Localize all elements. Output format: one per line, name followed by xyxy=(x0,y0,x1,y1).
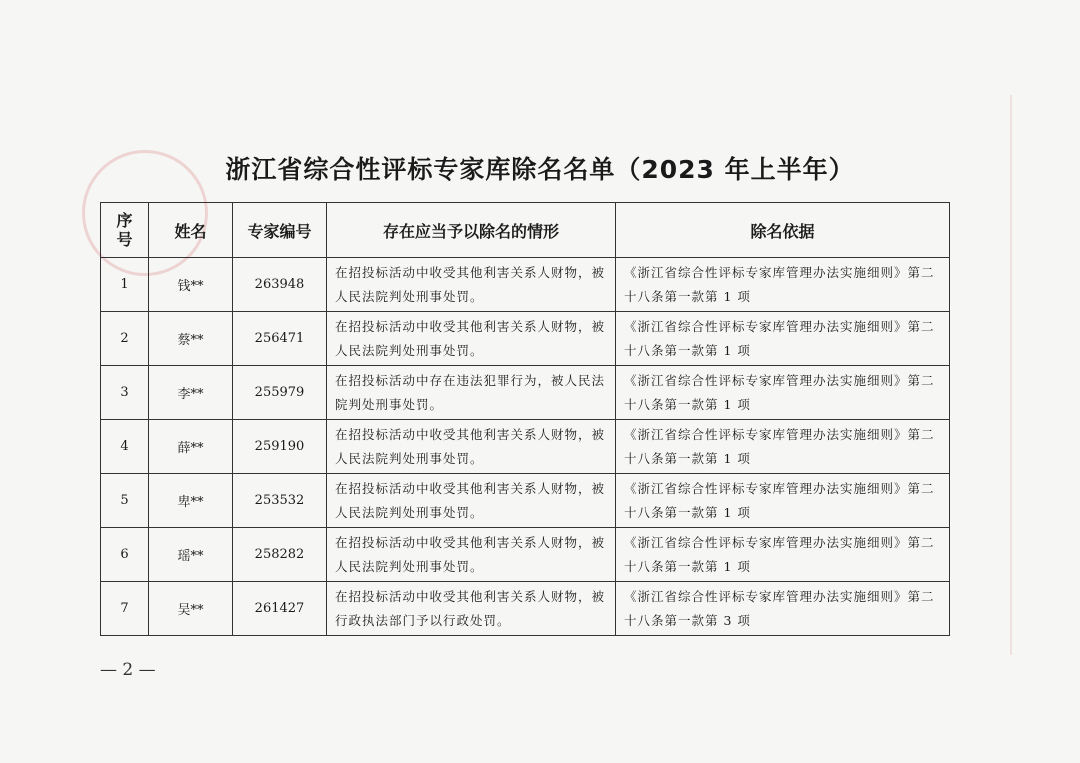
header-basis: 除名依据 xyxy=(616,203,950,258)
row-code: 255979 xyxy=(233,366,327,420)
table-row xyxy=(101,366,950,420)
table-header-row xyxy=(101,203,950,258)
header-num: 序号 xyxy=(101,203,149,258)
row-num: 4 xyxy=(101,420,149,474)
row-basis: 《浙江省综合性评标专家库管理办法实施细则》第二十八条第一款第 1 项 xyxy=(616,366,950,420)
row-num: 7 xyxy=(101,582,149,636)
row-code: 253532 xyxy=(233,474,327,528)
row-basis: 《浙江省综合性评标专家库管理办法实施细则》第二十八条第一款第 1 项 xyxy=(616,312,950,366)
row-code: 259190 xyxy=(233,420,327,474)
table-row xyxy=(101,582,950,636)
row-basis: 《浙江省综合性评标专家库管理办法实施细则》第二十八条第一款第 1 项 xyxy=(616,420,950,474)
row-num: 3 xyxy=(101,366,149,420)
table-row xyxy=(101,420,950,474)
row-basis: 《浙江省综合性评标专家库管理办法实施细则》第二十八条第一款第 3 项 xyxy=(616,582,950,636)
row-name: 薛** xyxy=(149,420,233,474)
header-reason: 存在应当予以除名的情形 xyxy=(327,203,616,258)
row-num: 2 xyxy=(101,312,149,366)
page-number: — 2 — xyxy=(100,660,156,680)
row-name: 吴** xyxy=(149,582,233,636)
row-code: 263948 xyxy=(233,258,327,312)
table-row xyxy=(101,474,950,528)
row-reason: 在招投标活动中收受其他利害关系人财物，被人民法院判处刑事处罚。 xyxy=(327,528,616,582)
table-row xyxy=(101,312,950,366)
row-num: 1 xyxy=(101,258,149,312)
header-name: 姓名 xyxy=(149,203,233,258)
row-basis: 《浙江省综合性评标专家库管理办法实施细则》第二十八条第一款第 1 项 xyxy=(616,528,950,582)
row-name: 蔡** xyxy=(149,312,233,366)
row-reason: 在招投标活动中收受其他利害关系人财物，被人民法院判处刑事处罚。 xyxy=(327,420,616,474)
row-reason: 在招投标活动中收受其他利害关系人财物，被人民法院判处刑事处罚。 xyxy=(327,258,616,312)
table-row xyxy=(101,528,950,582)
removal-list-table xyxy=(100,202,950,636)
row-basis: 《浙江省综合性评标专家库管理办法实施细则》第二十八条第一款第 1 项 xyxy=(616,474,950,528)
row-reason: 在招投标活动中收受其他利害关系人财物，被行政执法部门予以行政处罚。 xyxy=(327,582,616,636)
row-code: 258282 xyxy=(233,528,327,582)
row-name: 瑶** xyxy=(149,528,233,582)
row-reason: 在招投标活动中收受其他利害关系人财物，被人民法院判处刑事处罚。 xyxy=(327,474,616,528)
row-code: 261427 xyxy=(233,582,327,636)
row-reason: 在招投标活动中存在违法犯罪行为，被人民法院判处刑事处罚。 xyxy=(327,366,616,420)
row-code: 256471 xyxy=(233,312,327,366)
document-title: 浙江省综合性评标专家库除名名单（2023 年上半年） xyxy=(225,155,855,184)
row-name: 卑** xyxy=(149,474,233,528)
row-num: 6 xyxy=(101,528,149,582)
table-row xyxy=(101,258,950,312)
row-reason: 在招投标活动中收受其他利害关系人财物，被人民法院判处刑事处罚。 xyxy=(327,312,616,366)
row-name: 李** xyxy=(149,366,233,420)
row-name: 钱** xyxy=(149,258,233,312)
row-num: 5 xyxy=(101,474,149,528)
row-basis: 《浙江省综合性评标专家库管理办法实施细则》第二十八条第一款第 1 项 xyxy=(616,258,950,312)
header-code: 专家编号 xyxy=(233,203,327,258)
